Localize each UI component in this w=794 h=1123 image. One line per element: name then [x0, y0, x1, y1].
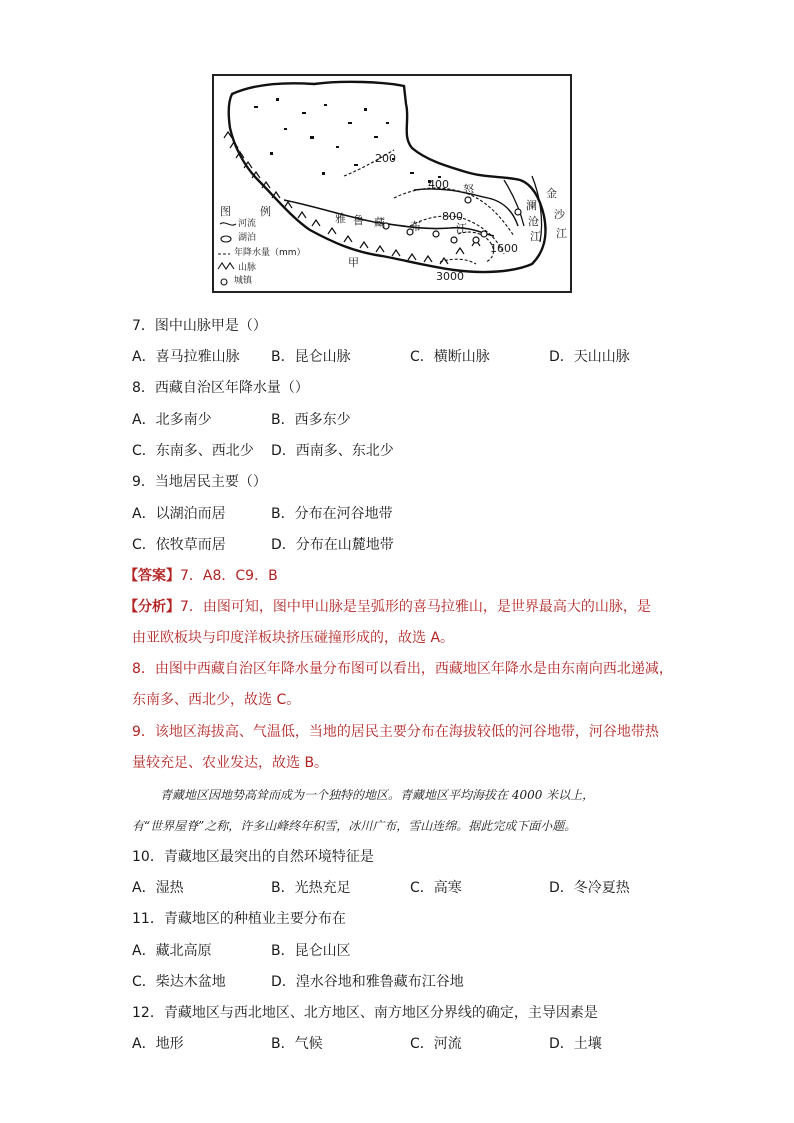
q7-option-c[interactable]: C．横断山脉 — [410, 349, 490, 365]
q9-option-a[interactable]: A．以湖泊而居 — [132, 506, 226, 522]
q8-option-b[interactable]: B．西多东少 — [271, 412, 351, 428]
analysis-line-6: 量较充足、农业发达，故选 B。 — [132, 755, 329, 771]
passage-line-2: 有“世界屋脊”之称，许多山峰终年积雪，冰川广布，雪山连绵。据此完成下面小题。 — [132, 819, 577, 833]
q10-stem: 10．青藏地区最突出的自然环境特征是 — [132, 849, 374, 865]
legend-town: 城镇 — [234, 276, 253, 286]
map-drawing — [214, 76, 570, 291]
passage-line-1: 青藏地区因地势高耸而成为一个独特的地区。青藏地区平均海拔在 4000 米以上， — [160, 788, 595, 802]
river-label-jiang3: 江 — [556, 227, 567, 240]
q7-option-a[interactable]: A．喜马拉雅山脉 — [132, 349, 240, 365]
q11-option-c[interactable]: C．柴达木盆地 — [132, 974, 226, 990]
contour-label-400: 400 — [428, 178, 449, 191]
analysis-line-3: 8．由图中西藏自治区年降水量分布图可以看出，西藏地区年降水是由东南向西北递减， — [132, 661, 673, 677]
q7-option-d[interactable]: D．天山山脉 — [549, 349, 630, 365]
q8-option-c[interactable]: C．东南多、西北少 — [132, 443, 254, 459]
legend-lake: 湖泊 — [238, 233, 257, 243]
q7-stem: 7．图中山脉甲是（） — [132, 318, 267, 334]
legend-river: 河流 — [238, 219, 257, 229]
q11-option-d[interactable]: D．湟水谷地和雅鲁藏布江谷地 — [271, 974, 464, 990]
q10-option-d[interactable]: D．冬冷夏热 — [549, 880, 630, 896]
river-label-bu: 布 — [410, 220, 421, 233]
river-label-jiang2: 江 — [530, 230, 541, 243]
q10-option-b[interactable]: B．光热充足 — [271, 880, 351, 896]
q11-option-a[interactable]: A．藏北高原 — [132, 943, 212, 959]
q9-option-c[interactable]: C．依牧草而居 — [132, 537, 226, 553]
analysis-tag: 【分析】 — [124, 599, 180, 615]
river-label-jiang: 江 — [456, 222, 467, 235]
analysis-line-4: 东南多、西北少，故选 C。 — [132, 692, 301, 708]
legend-precipitation: 年降水量（mm） — [234, 248, 306, 258]
q12-option-c[interactable]: C．河流 — [410, 1036, 462, 1052]
legend-title-li: 例 — [260, 205, 271, 218]
q11-option-b[interactable]: B．昆仑山区 — [271, 943, 351, 959]
analysis-line-1 — [124, 598, 651, 616]
q11-stem: 11．青藏地区的种植业主要分布在 — [132, 911, 346, 927]
q8-stem: 8．西藏自治区年降水量（） — [132, 380, 309, 396]
q12-option-b[interactable]: B．气候 — [271, 1036, 323, 1052]
q12-option-a[interactable]: A．地形 — [132, 1036, 184, 1052]
q8-option-d[interactable]: D．西南多、东北少 — [271, 443, 394, 459]
q10-option-c[interactable]: C．高寒 — [410, 880, 462, 896]
legend-title-tu: 图 — [220, 205, 231, 218]
river-lancang — [504, 180, 524, 226]
answer-text: 7．A8．C9．B — [180, 568, 278, 584]
analysis-line-5: 9．该地区海拔高、气温低，当地的居民主要分布在海拔较低的河谷地带，河谷地带热 — [132, 724, 659, 740]
q8-option-a[interactable]: A．北多南少 — [132, 412, 212, 428]
river-label-zang: 藏 — [374, 216, 385, 229]
contour-label-200: 200 — [375, 152, 396, 165]
analysis-text-1: 7．由图可知，图中甲山脉是呈弧形的喜马拉雅山，是世界最高大的山脉，是 — [180, 599, 651, 615]
answer-line — [124, 567, 278, 585]
answer-tag: 【答案】 — [124, 568, 180, 584]
mountain-label-jia: 甲 — [348, 256, 359, 269]
analysis-line-2: 由亚欧板块与印度洋板块挤压碰撞形成的，故选 A。 — [132, 630, 455, 646]
river-label-lan: 澜 — [526, 199, 537, 212]
legend-mountain: 山脉 — [238, 263, 257, 273]
q10-option-a[interactable]: A．湿热 — [132, 880, 184, 896]
contour-label-800: 800 — [442, 210, 463, 223]
river-label-lu: 鲁 — [353, 214, 364, 227]
river-label-ya: 雅 — [335, 212, 346, 225]
river-label-cang: 沧 — [528, 215, 539, 228]
q7-option-b[interactable]: B．昆仑山脉 — [271, 349, 351, 365]
q9-option-b[interactable]: B．分布在河谷地带 — [271, 506, 393, 522]
river-label-jin: 金 — [546, 187, 557, 200]
q12-option-d[interactable]: D．土壤 — [549, 1036, 602, 1052]
contour-label-1600: 1600 — [490, 242, 518, 255]
river-label-nu: 怒 — [463, 183, 474, 196]
contour-label-3000: 3000 — [436, 270, 464, 283]
q9-stem: 9．当地居民主要（） — [132, 474, 267, 490]
tibet-precipitation-map — [212, 74, 572, 293]
river-label-sha: 沙 — [554, 208, 565, 221]
q9-option-d[interactable]: D．分布在山麓地带 — [271, 537, 394, 553]
q12-stem: 12．青藏地区与西北地区、北方地区、南方地区分界线的确定，主导因素是 — [132, 1005, 598, 1021]
